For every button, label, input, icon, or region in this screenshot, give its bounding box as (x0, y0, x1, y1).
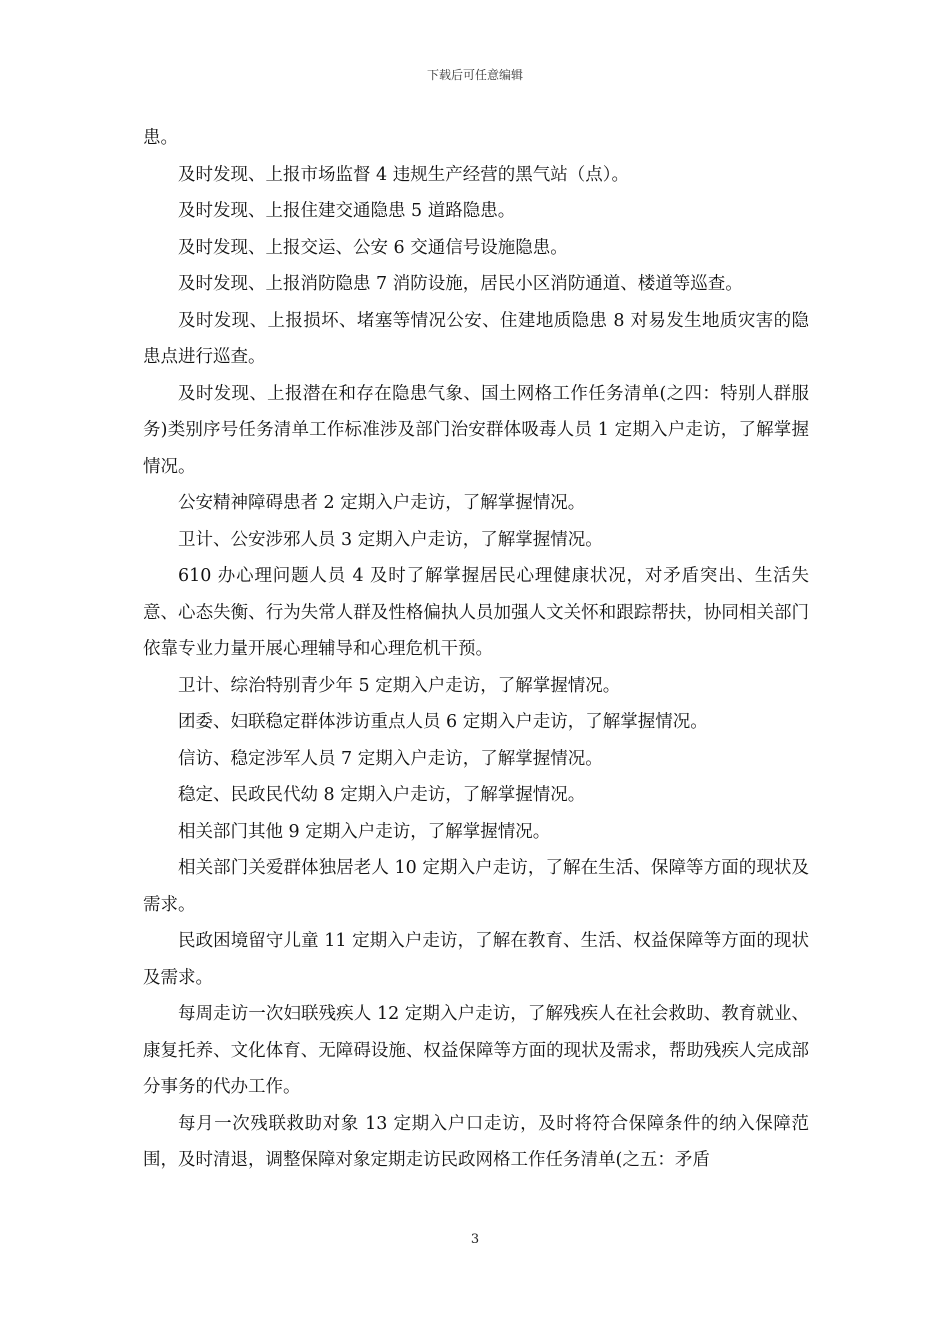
paragraph: 公安精神障碍患者 2 定期入户走访，了解掌握情况。 (178, 493, 586, 513)
paragraph: 卫计、公安涉邪人员 3 定期入户走访，了解掌握情况。 (178, 529, 603, 550)
paragraph: 及时发现、上报住建交通隐患 5 道路隐患。 (178, 201, 516, 221)
document-body (143, 120, 809, 1179)
paragraph: 每周走访一次妇联残疾人 12 定期入户走访，了解残疾人在社会救助、教育就业、康复托养、文化体育、无障碍设施、权益保障等方面的现状及需求，帮助残疾人完成部分事务的代办工作。 (143, 1004, 809, 1097)
paragraph: 患。 (143, 128, 178, 148)
paragraph: 每月一次残联救助对象 13 定期入户口走访，及时将符合保障条件的纳入保障范围，及时清退，调整保障对象定期走访民政网格工作任务清单(之五：矛盾 (143, 1113, 809, 1170)
paragraph: 及时发现、上报消防隐患 7 消防设施，居民小区消防通道、楼道等巡查。 (178, 274, 743, 294)
paragraph: 及时发现、上报潜在和存在隐患气象、国土网格工作任务清单(之四：特别人群服务)类别序号任务清单工作标准涉及部门治安群体吸毒人员 1 定期入户走访，了解掌握情况。 (143, 383, 809, 477)
paragraph: 及时发现、上报市场监督 4 违规生产经营的黑气站（点）。 (178, 164, 630, 185)
paragraph: 团委、妇联稳定群体涉访重点人员 6 定期入户走访，了解掌握情况。 (178, 712, 708, 732)
paragraph: 相关部门其他 9 定期入户走访，了解掌握情况。 (178, 821, 551, 842)
paragraph: 及时发现、上报损坏、堵塞等情况公安、住建地质隐患 8 对易发生地质灾害的隐患点进行巡查。 (143, 310, 809, 367)
paragraph: 610 办心理问题人员 4 及时了解掌握居民心理健康状况，对矛盾突出、生活失意、心态失衡、行为失常人群及性格偏执人员加强人文关怀和跟踪帮扶，协同相关部门依靠专业力量开展心理辅导和心理危机干预。 (143, 566, 809, 659)
paragraph: 稳定、民政民代幼 8 定期入户走访，了解掌握情况。 (178, 785, 586, 805)
paragraph: 卫计、综治特别青少年 5 定期入户走访，了解掌握情况。 (178, 675, 621, 696)
paragraph: 相关部门关爱群体独居老人 10 定期入户走访，了解在生活、保障等方面的现状及需求。 (143, 858, 809, 915)
paragraph: 及时发现、上报交运、公安 6 交通信号设施隐患。 (178, 237, 568, 258)
paragraph: 信访、稳定涉军人员 7 定期入户走访，了解掌握情况。 (178, 748, 603, 769)
page-header: 下载后可任意编辑 (426, 68, 523, 82)
paragraph: 民政困境留守儿童 11 定期入户走访，了解在教育、生活、权益保障等方面的现状及需求。 (143, 931, 809, 988)
page-number: 3 (470, 1232, 480, 1247)
